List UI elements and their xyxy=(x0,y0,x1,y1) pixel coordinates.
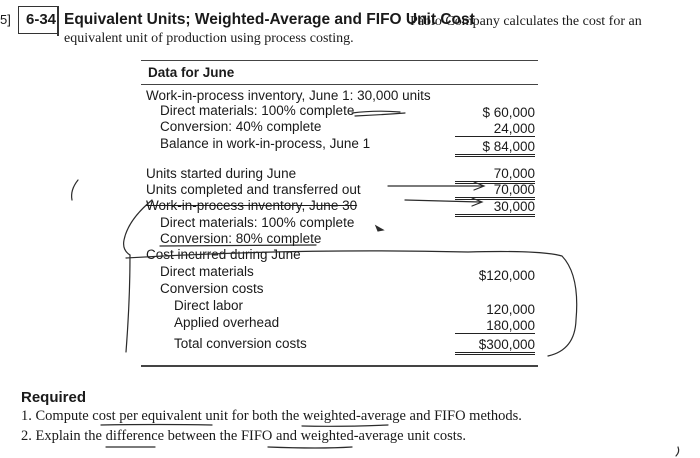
row-label-wip-june1: Work-in-process inventory, June 1: 30,000 units xyxy=(146,88,431,103)
row-label-dm-100-ending: Direct materials: 100% complete xyxy=(160,215,355,230)
required-heading: Required xyxy=(21,389,87,406)
row-label-conversion-80: Conversion: 80% complete xyxy=(160,231,322,246)
row-label-applied-overhead: Applied overhead xyxy=(174,315,280,330)
margin-mark: 5] xyxy=(0,12,11,27)
row-label-total-conversion: Total conversion costs xyxy=(174,336,307,351)
problem-intro-line2: equivalent unit of production using process costing. xyxy=(64,31,354,46)
row-label-conversion-costs: Conversion costs xyxy=(160,281,264,296)
row-label-direct-labor: Direct labor xyxy=(174,298,244,313)
row-label-conversion-40: Conversion: 40% complete xyxy=(160,119,322,134)
row-label-direct-materials: Direct materials xyxy=(160,264,254,279)
problem-number: 6-34 xyxy=(26,11,57,28)
row-label-units-started: Units started during June xyxy=(146,166,297,181)
problem-number-box-divider xyxy=(57,6,59,36)
row-label-dm-100-beginning: Direct materials: 100% complete xyxy=(160,103,355,118)
table-top-rule xyxy=(141,60,538,61)
row-label-cost-incurred: Cost incurred during June xyxy=(146,247,301,262)
row-label-wip-june30: Work-in-process inventory, June 30 xyxy=(146,198,358,213)
row-value-dm-beginning: $ 60,000 xyxy=(482,105,535,120)
row-value-conversion-beginning: 24,000 xyxy=(455,121,535,137)
table-bottom-rule xyxy=(141,365,538,367)
required-item-2: 2. Explain the difference between the FIFO and weighted-average unit costs. xyxy=(21,428,467,444)
row-value-units-started: 70,000 xyxy=(455,166,535,184)
row-label-balance-wip: Balance in work-in-process, June 1 xyxy=(160,136,371,151)
problem-intro-line1: Pablo Company calculates the cost for an xyxy=(410,14,642,29)
row-value-balance-wip: $ 84,000 xyxy=(455,139,535,157)
table-heading: Data for June xyxy=(148,65,235,80)
row-value-direct-labor: 120,000 xyxy=(486,302,535,317)
table-heading-rule xyxy=(141,84,538,85)
row-value-units-completed: 70,000 xyxy=(455,182,535,200)
row-value-direct-materials: $120,000 xyxy=(478,268,535,283)
row-label-units-completed: Units completed and transferred out xyxy=(146,182,361,197)
row-value-wip-june30: 30,000 xyxy=(455,199,535,217)
required-item-1: 1. Compute cost per equivalent unit for both the weighted-average and FIFO methods. xyxy=(21,408,522,424)
problem-title: Equivalent Units; Weighted-Average and FIFO Unit Cost xyxy=(64,11,475,28)
row-value-applied-overhead: 180,000 xyxy=(455,318,535,334)
row-value-total-conversion: $300,000 xyxy=(455,337,535,355)
